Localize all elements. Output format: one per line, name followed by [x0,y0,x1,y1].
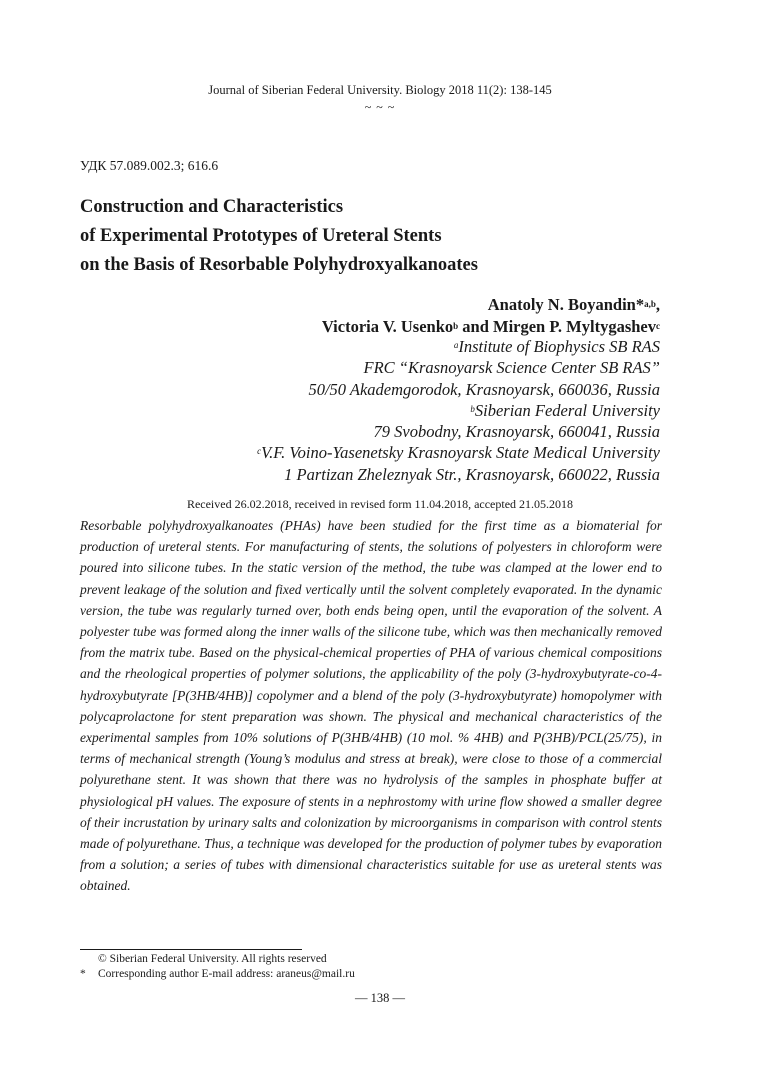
author-line-2: Victoria V. Usenko$^b$ and Mirgen P. Myltygashev$^c$ [321,317,660,336]
title-line: Construction and Characteristics [80,197,344,217]
journal-header: Journal of Siberian Federal University. Biology 2018 11(2): 138-145 [208,83,552,97]
abstract [80,515,662,897]
author-affil-mark: a,b [644,299,656,309]
author-line-1: Anatoly N. Boyandin*$^{a,b}$, [487,295,660,314]
affiliation-line: $^c$V.F. Voino-Yasenetsky Krasnoyarsk State Medical University [257,443,660,463]
affiliation-line: 1 Partizan Zheleznyak Str., Krasnoyarsk, 660022, Russia [284,464,660,484]
author-name: Anatoly N. Boyandin* [487,295,645,314]
header-separator: ~ ~ ~ [364,100,396,114]
abstract-text: Resorbable polyhydroxyalkanoates (PHAs) have been studied for the first time as a biomaterial for production of ureteral stents. For manufacturing of stents, the solutions of polyesters in chloroform were poured into silicone tubes. In the static version of the method, the tube was clamped at the lower end to prevent leakage of the solution and fixed vertically until the solvent completely evaporated. In the dynamic version, the tube was regularly turned over, both ends being open, until the evaporation of the solvent. A polyester tube was formed along the inner walls of the silicone tube, which was then mechanically removed from the matrix tube. Based on the physical-chemical properties of PHA of various chemical compositions and the rheological properties of polymer solutions, the applicability of the poly (3-hydroxybutyrate-co-4-hydroxybutyrate [P(3HB/4HB)] copolymer and a blend of the poly (3-hydroxybutyrate) homopolymer with polycaprolactone for stent preparation was shown. The physical and mechanical characteristics of the experimental samples from 10% solutions of P(3HB/4HB) (10 mol. % 4HB) and P(3HB)/PCL(25/75), in terms of mechanical strength (Young’s modulus and stress at break), were close to those of a commercial polyurethane stent. It was shown that there was no hydrolysis of the samples in phosphate buffer at physiological pH values. The exposure of stents in a nephrostomy with urine flow showed a smaller degree of their incrustation by urinary salts and colonization by microorganisms in comparison with control stents made of polyurethane. Thus, a technique was developed for the production of polymer tubes by evaporation from a solution; a series of tubes with dimensional characteristics suitable for use as ureteral stents was obtained. [80,518,662,894]
affiliation-line: $^b$Siberian Federal University [470,400,660,420]
affiliations [100,336,660,485]
footnote-star: * [80,968,86,980]
author-list [100,294,660,338]
affiliation-line: 50/50 Akademgorodok, Krasnoyarsk, 660036, Russia [308,379,660,399]
affiliation-line: $^a$Institute of Biophysics SB RAS [453,337,660,356]
author-affil-mark: c [656,321,660,331]
author-name: Mirgen P. Myltygashev [493,317,656,336]
article-title [80,193,680,280]
corresponding-author-footnote: Corresponding author E-mail address: araneus@mail.ru [98,968,355,980]
copyright-footnote: © Siberian Federal University. All rights reserved [98,953,327,965]
page-number: — 138 — [355,991,405,1005]
title-line: of Experimental Prototypes of Ureteral Stents [80,226,442,246]
affiliation-line: 79 Svobodny, Krasnoyarsk, 660041, Russia [373,422,660,442]
author-name: Victoria V. Usenko [321,317,454,336]
affiliation-line: FRC “Krasnoyarsk Science Center SB RAS” [363,358,660,378]
udk-code: УДК 57.089.002.3; 616.6 [80,158,219,173]
title-line: on the Basis of Resorbable Polyhydroxyalkanoates [80,255,478,275]
author-affil-mark: b [453,321,459,331]
footnote-divider [80,949,302,950]
received-dates: Received 26.02.2018, received in revised form 11.04.2018, accepted 21.05.2018 [186,497,574,511]
